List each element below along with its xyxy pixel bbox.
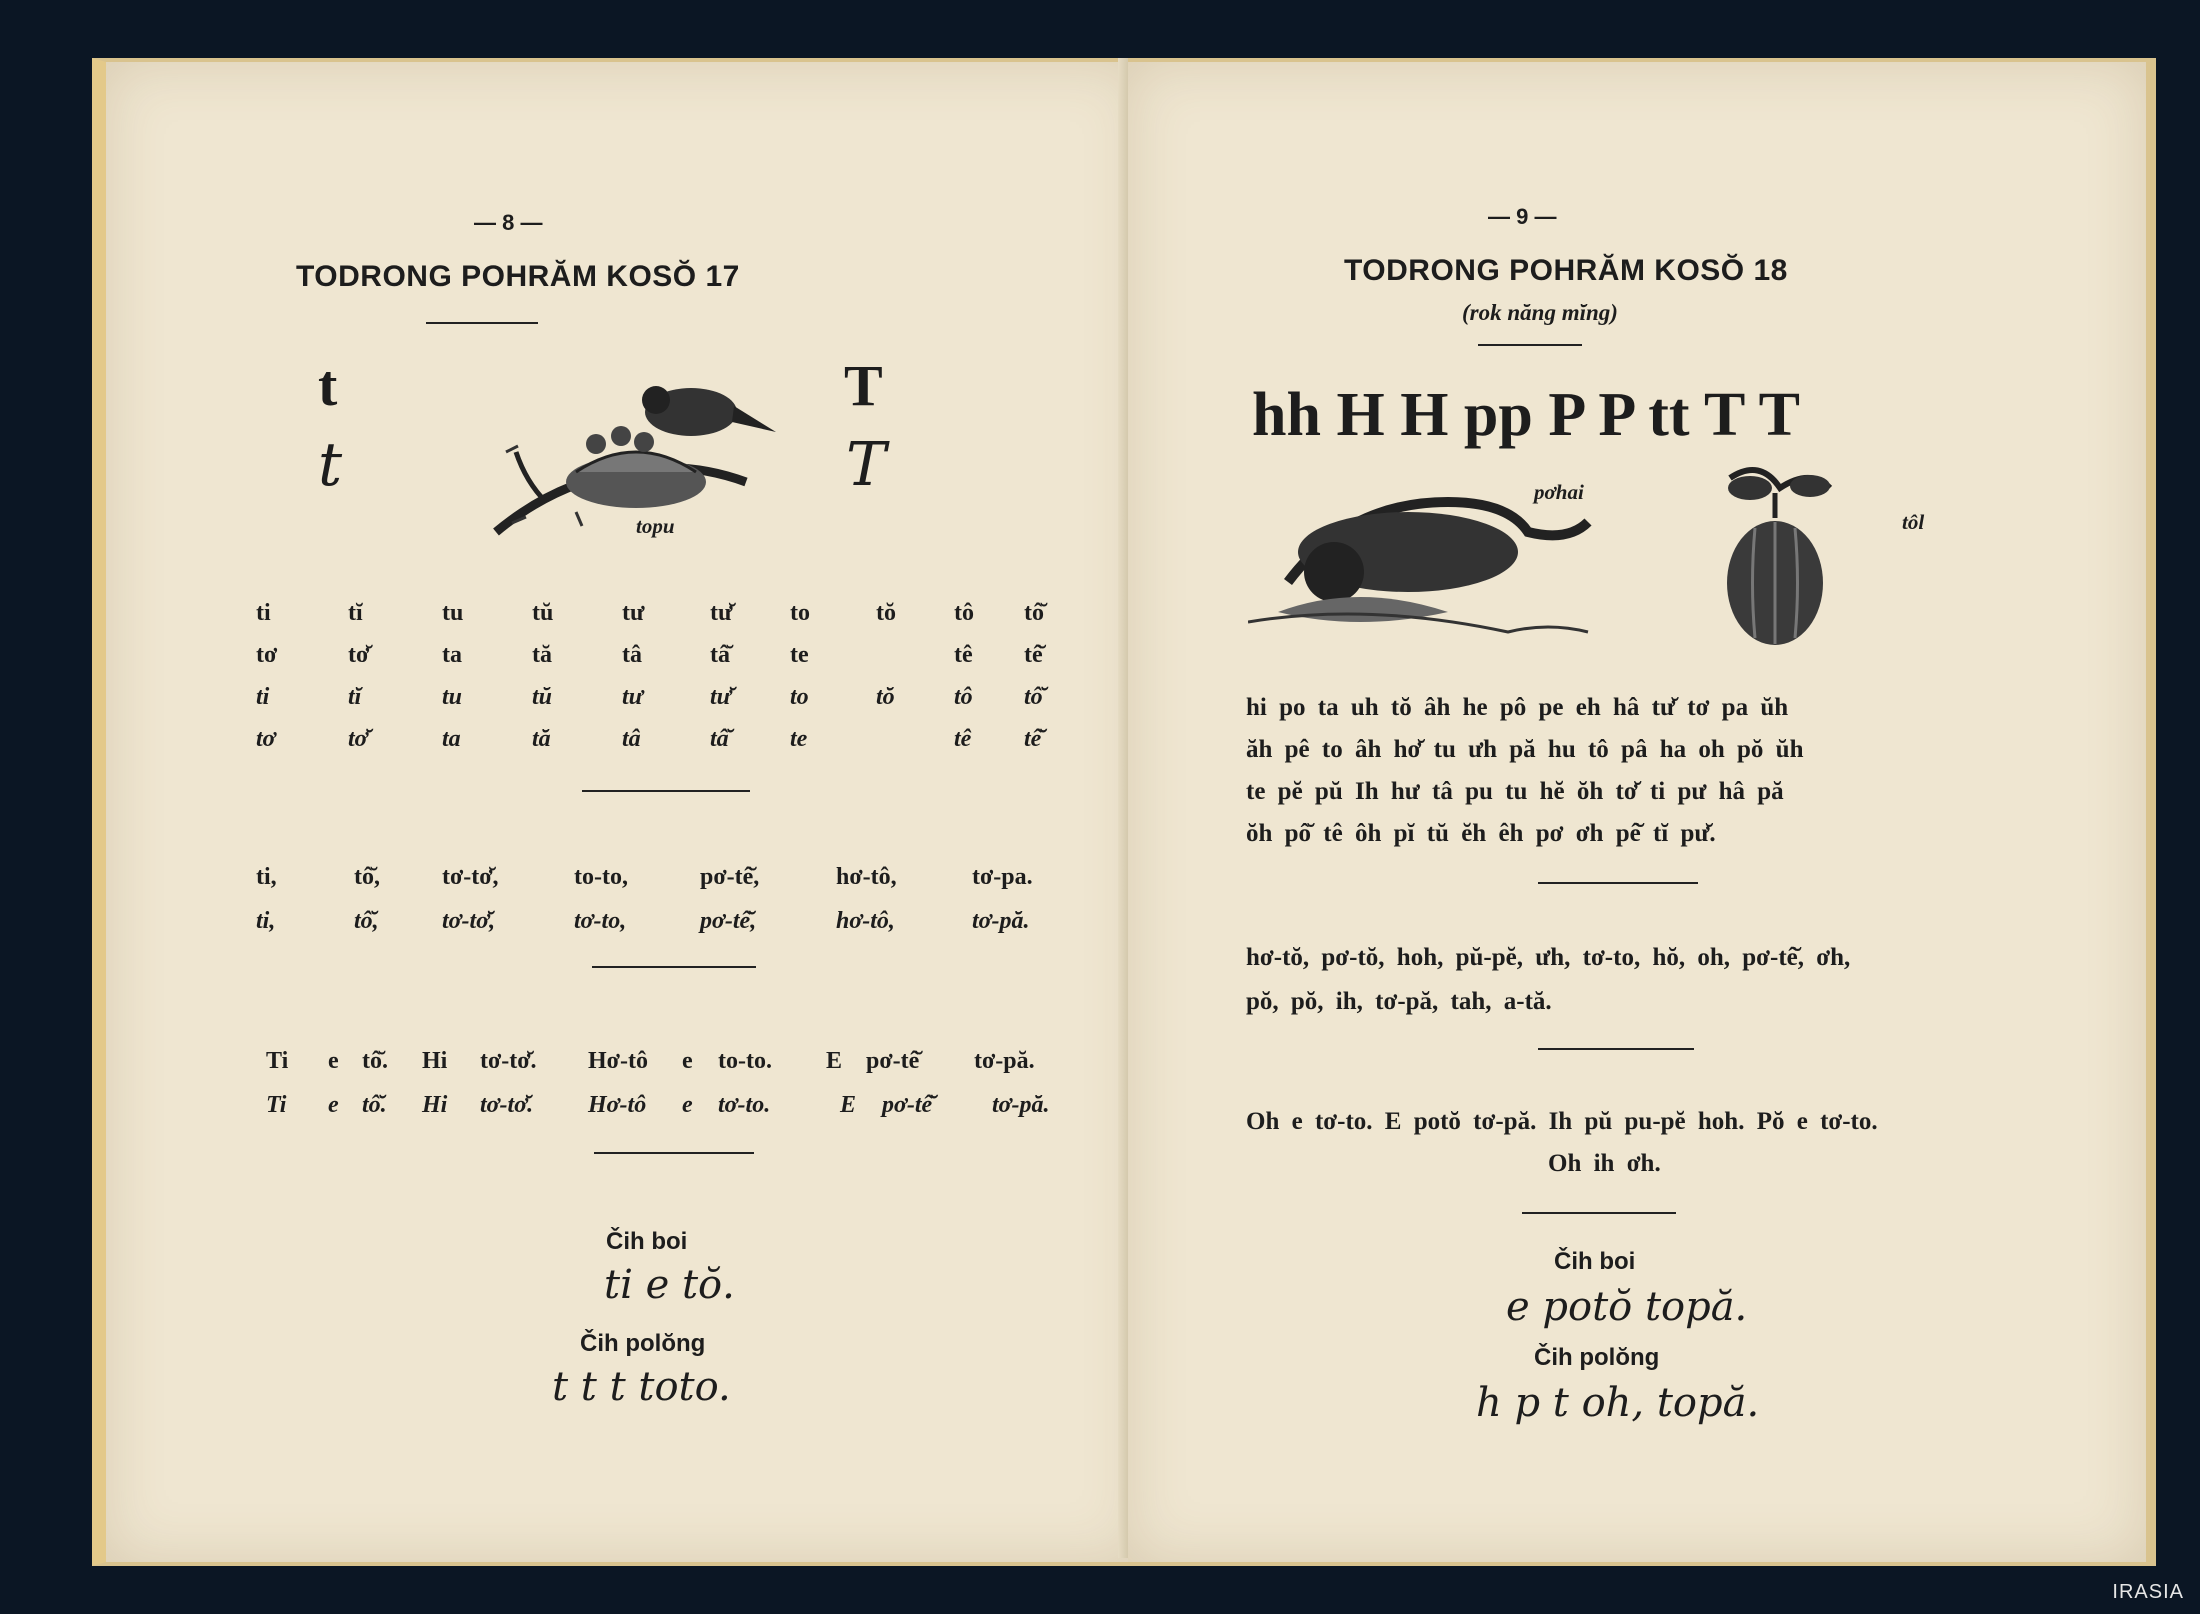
syllable: te: [790, 726, 808, 752]
syllable: tâ̆: [710, 726, 729, 752]
syllable: tư̆: [710, 684, 732, 710]
word: hơ-tô,: [836, 864, 897, 890]
sentence-word: E: [840, 1092, 857, 1118]
sentence-word: tô̆.: [362, 1048, 388, 1074]
word: pơ-tê̆,: [700, 864, 760, 890]
divider: [592, 966, 756, 968]
page-number: — 8 —: [474, 210, 543, 235]
word: tơ-to,: [574, 908, 627, 934]
divider: [1522, 1212, 1676, 1214]
write-label: Čih polŏng: [580, 1330, 706, 1357]
word-line: pŏ, pŏ, ih, tơ-pă, tah, a-tă.: [1246, 988, 1552, 1015]
sentence-word: e: [682, 1048, 693, 1074]
syllable: tu: [442, 600, 464, 626]
word: ti,: [256, 864, 277, 890]
read-label: Čih boi: [606, 1228, 688, 1255]
letter-row: hh H H pp P P tt T T: [1252, 381, 1800, 449]
sentence-word: Hi: [422, 1048, 448, 1074]
word: tơ-tơ̆,: [442, 908, 496, 934]
syllable: ta: [442, 642, 462, 668]
sentence-word: tô̆.: [362, 1092, 387, 1118]
page-number: — 9 —: [1488, 204, 1557, 229]
squash-illustration: [1710, 458, 1840, 648]
word: tơ-tơ̆,: [442, 864, 499, 890]
lesson-title: TODRONG POHRĂM KOSŎ 18: [1344, 254, 1788, 287]
divider: [1538, 882, 1698, 884]
sentence-word: Ti: [266, 1092, 287, 1118]
syllable: tư: [622, 600, 645, 626]
write-handwriting: t t t toto.: [552, 1364, 731, 1410]
sentence-word: Ti: [266, 1048, 289, 1074]
syllable: tâ: [622, 726, 641, 752]
open-book: [92, 58, 2150, 1558]
sentence-word: tơ-pă.: [974, 1048, 1035, 1074]
syllable: tă: [532, 726, 551, 752]
divider: [1538, 1048, 1694, 1050]
sentence-word: to-to.: [718, 1048, 772, 1074]
word: tô̆,: [354, 908, 379, 934]
word: to-to,: [574, 864, 628, 890]
capital-print: T: [844, 353, 883, 418]
divider: [426, 322, 538, 324]
sentence-word: tơ-to.: [718, 1092, 771, 1118]
sentence-word: pơ-tê̆: [866, 1048, 920, 1074]
syllable: tŏ: [876, 600, 896, 626]
sentence-word: tơ-tơ̆.: [480, 1048, 537, 1074]
fruit-caption: tôl: [1902, 510, 1925, 534]
syllable: tĭ: [348, 600, 363, 626]
syllable: tơ̆: [348, 726, 368, 752]
left-page: [92, 58, 1142, 1566]
illustration-caption: topu: [636, 514, 675, 538]
syllable: tô̆: [1024, 684, 1043, 710]
syllable: ti: [256, 600, 271, 626]
syllable: tâ: [622, 642, 642, 668]
syllable: tê̆: [1024, 642, 1043, 668]
sentence-word: Hi: [422, 1092, 448, 1118]
capital-script: T: [846, 430, 887, 500]
syllable: tư: [622, 684, 644, 710]
sentence-word: pơ-tê̆: [882, 1092, 933, 1118]
animal-caption: pơhai: [1534, 480, 1584, 504]
divider: [1478, 344, 1582, 346]
sentence-word: e: [328, 1048, 339, 1074]
word: tơ-pa.: [972, 864, 1033, 890]
syllable: te: [790, 642, 809, 668]
lesson-title: TODRONG POHRĂM KOSŎ 17: [296, 260, 740, 293]
syllable: tô: [954, 600, 974, 626]
divider: [582, 790, 750, 792]
paragraph-line: te pĕ pŭ Ih hư tâ pu tu hĕ ŏh tơ̆ ti pư hâ pă: [1246, 778, 1784, 805]
letter-print: t: [318, 353, 338, 418]
word: tô̆,: [354, 864, 380, 890]
letter-script: t: [318, 430, 343, 500]
lesson-subtitle: (rok năng mĭng): [1462, 300, 1618, 325]
syllable: to: [790, 600, 810, 626]
read-label: Čih boi: [1554, 1248, 1636, 1275]
word: hơ-tô,: [836, 908, 895, 934]
sentence-word: E: [826, 1048, 843, 1074]
syllable: ta: [442, 726, 461, 752]
sentence-line: Oh e tơ-to. E potŏ tơ-pă. Ih pŭ pu-pĕ hoh. Pŏ e tơ-to.: [1246, 1108, 1878, 1135]
syllable: tĭ: [348, 684, 362, 710]
syllable: tŏ: [876, 684, 895, 710]
syllable: tâ̆: [710, 642, 730, 668]
sentence-word: Hơ-tô: [588, 1048, 648, 1074]
syllable: tŭ: [532, 600, 554, 626]
syllable: to: [790, 684, 809, 710]
syllable: tŭ: [532, 684, 553, 710]
divider: [594, 1152, 754, 1154]
write-handwriting: h p t oh, topă.: [1476, 1380, 1760, 1426]
syllable: tê: [954, 642, 973, 668]
right-page: [1128, 58, 2156, 1566]
syllable: tê: [954, 726, 972, 752]
paragraph-line: ŏh pô̆ tê ôh pĭ tŭ ĕh êh pơ ơh pê̆ tĭ pư̆.: [1246, 820, 1716, 847]
syllable: tư̆: [710, 600, 733, 626]
paragraph-line: hi po ta uh tŏ âh he pô pe eh hâ tư̆ tơ pa ŭh: [1246, 694, 1789, 721]
syllable: tô̆: [1024, 600, 1044, 626]
word: pơ-tê̆,: [700, 908, 757, 934]
sentence-word: tơ-tơ̆.: [480, 1092, 534, 1118]
sentence-word: Hơ-tô: [588, 1092, 647, 1118]
sentence-word: e: [328, 1092, 339, 1118]
word: ti,: [256, 908, 276, 934]
sentence-word: tơ-pă.: [992, 1092, 1050, 1118]
write-label: Čih polŏng: [1534, 1344, 1660, 1371]
syllable: tơ̆: [348, 642, 370, 668]
syllable: tơ: [256, 642, 278, 668]
syllable: tu: [442, 684, 463, 710]
syllable: tă: [532, 642, 552, 668]
word: tơ-pă.: [972, 908, 1030, 934]
syllable: tô: [954, 684, 973, 710]
read-handwriting: e potŏ topă.: [1506, 1284, 1748, 1330]
watermark: IRASIA: [2112, 1581, 2184, 1603]
read-handwriting: ti e tŏ.: [604, 1262, 735, 1308]
syllable: ti: [256, 684, 270, 710]
paragraph-line: ăh pê to âh hơ̆ tu ưh pă hu tô pâ ha oh pŏ ŭh: [1246, 736, 1804, 763]
sentence-line: Oh ih ơh.: [1548, 1150, 1661, 1177]
syllable: tê̆: [1024, 726, 1042, 752]
syllable: tơ: [256, 726, 276, 752]
word-line: hơ-tŏ, pơ-tŏ, hoh, pŭ-pĕ, ưh, tơ-to, hŏ, oh, pơ-tê̆, ơh,: [1246, 944, 1851, 971]
sentence-word: e: [682, 1092, 693, 1118]
